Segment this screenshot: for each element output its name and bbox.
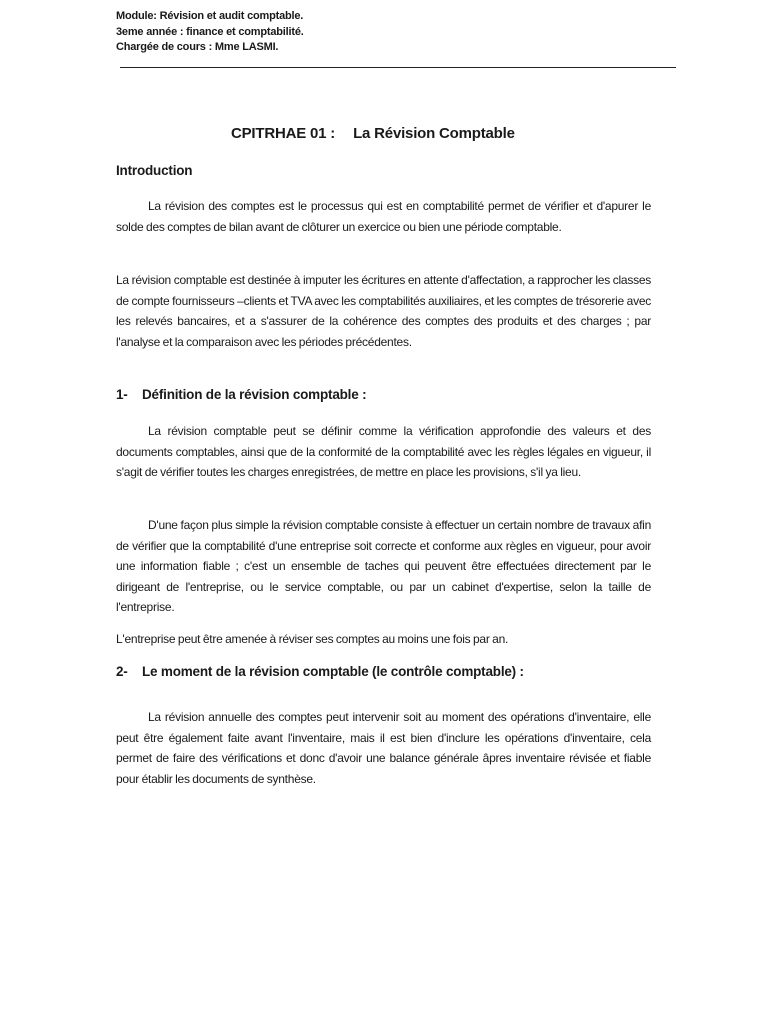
- module-line: Module: Révision et audit comptable.: [116, 10, 304, 22]
- chapter-label: CPITRHAE 01 :: [231, 125, 336, 142]
- document-header: [116, 9, 304, 56]
- introduction-paragraph-1: La révision des comptes est le processus qui est en comptabilité permet de vérifier et d'apurer le solde des comptes de bilan avant de clôturer un exercice ou bien une période comptable.: [116, 199, 651, 234]
- chapter-title: [231, 125, 515, 142]
- section-1-heading: [116, 387, 366, 402]
- introduction-heading: Introduction: [116, 163, 193, 178]
- section-1-paragraph-1: La révision comptable peut se définir comme la vérification approfondie des valeurs et des documents comptables, ainsi que de la conformité de la comptabilité avec les règles légales en vigueur, il s'agit de vérifier toutes les charges enregistrées, de mettre en place les provisions, s'il ya lieu.: [116, 424, 651, 479]
- section-1-paragraph-2: D'une façon plus simple la révision comptable consiste à effectuer un certain nombre de travaux afin de vérifier que la comptabilité d'une entreprise soit correcte et conforme aux règles en vigueur, pour avoir une information fiable ; c'est un ensemble de taches qui peuvent être effectuées directement par le dirigeant de l'entreprise, ou le service comptable, ou par un cabinet d'expertise, selon la taille de l'entreprise.: [116, 518, 651, 614]
- section-1-paragraph-3: L'entreprise peut être amenée à réviser ses comptes au moins une fois par an.: [116, 632, 509, 646]
- section-2-heading: [116, 664, 524, 679]
- section-1-title: Définition de la révision comptable :: [142, 387, 367, 402]
- lecturer-line: Chargée de cours : Mme LASMI.: [116, 41, 279, 53]
- year-line: 3eme année : finance et comptabilité.: [116, 25, 304, 38]
- section-1-number: 1-: [116, 387, 128, 402]
- chapter-name: La Révision Comptable: [353, 125, 515, 142]
- section-2-number: 2-: [116, 664, 128, 679]
- introduction-paragraph-2: La révision comptable est destinée à imputer les écritures en attente d'affectation, a rapprocher les classes de compte fournisseurs –clients et TVA avec les comptabilités auxiliaires, et les comptes de trésorerie avec les relevés bancaires, et a s'assurer de la cohérence des comptes des produits et des charges ; par l'analyse et la comparaison avec les périodes précédentes.: [116, 273, 651, 349]
- section-2-paragraph-1: La révision annuelle des comptes peut intervenir soit au moment des opérations d'inventaire, elle peut être également faite avant l'inventaire, mais il est bien d'inclure les opérations d'inventaire, cela permet de faire des vérifications et donc d'avoir une balance générale âpres inventaire révisée et fiable pour établir les documents de synthèse.: [116, 710, 651, 786]
- header-divider: [120, 67, 676, 68]
- section-2-title: Le moment de la révision comptable (le contrôle comptable) :: [142, 664, 524, 679]
